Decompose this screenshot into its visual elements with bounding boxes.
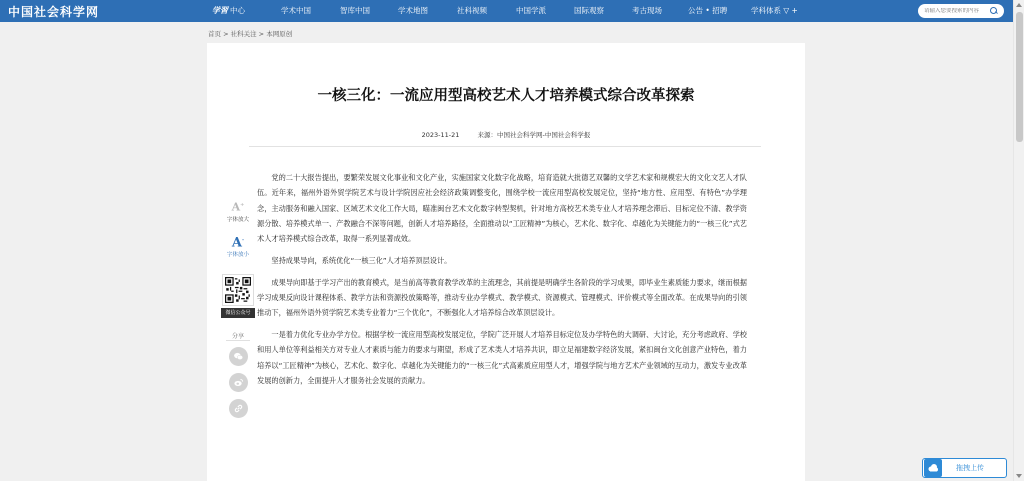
qr-code-label: 微信公众号 <box>221 308 255 318</box>
xuexi-logo-icon: 学習 <box>212 5 228 15</box>
share-link-button[interactable] <box>229 399 248 418</box>
nav-item-international[interactable]: 国际观察 <box>574 6 604 15</box>
share-weibo-button[interactable] <box>229 373 248 392</box>
upload-label: 拖拽上传 <box>956 464 984 472</box>
link-icon <box>233 403 244 414</box>
article-body <box>257 170 747 395</box>
nav-item-academic-china[interactable]: 学术中国 <box>281 6 311 15</box>
font-size-reduce-label: 字体放小 <box>226 252 249 259</box>
scroll-up-arrow-icon[interactable] <box>1016 3 1022 7</box>
font-size-reduce-button[interactable] <box>221 234 255 258</box>
qr-code <box>222 274 254 306</box>
qr-code-icon <box>225 277 251 303</box>
article-meta <box>207 130 805 139</box>
nav-item-label: 中心 <box>230 6 245 15</box>
nav-item-disciplines[interactable]: 学科体系 ▽ + <box>751 6 798 15</box>
nav-item-archaeology[interactable]: 考古现场 <box>632 6 662 15</box>
breadcrumb-separator: > <box>256 30 267 38</box>
share-divider <box>226 340 250 341</box>
article-title: 一核三化：一流应用型高校艺术人才培养模式综合改革探索 <box>317 88 695 104</box>
weibo-icon <box>233 377 244 388</box>
article-card <box>207 43 805 481</box>
page-scrollbar[interactable] <box>1013 0 1024 481</box>
article-paragraph: 党的二十大报告提出，要繁荣发展文化事业和文化产业，实施国家文化数字化战略，培育造就大批德艺双馨的文学艺术家和规模宏大的文化文艺人才队伍。近年来，福州外语外贸学院艺术与设计学院因应社会经济政策调整变化，围绕学校一流应用型高校发展定位，坚持“地方性、应用型、有特色”办学理念，主动服务和融入国家、区域艺术文化工作大局，瞄准闽台艺术文化数字转型契机，针对地方高校艺术类专业人才培养理念滞后、目标定位不清、教学资源分散、培养模式单一、产教融合不深等问题，创新人才培养路径，全面推动以“工匠精神”为核心，艺术化、数字化、卓越化为关键能力的“一核三化”式艺术人才培养模式综合改革，取得一系列显著成效。 <box>257 173 747 244</box>
search-icon[interactable] <box>990 7 998 15</box>
nav-item-think-tank[interactable]: 智库中国 <box>340 6 370 15</box>
nav-item-academic-map[interactable]: 学术地图 <box>398 6 428 15</box>
nav-item-xuexi-center[interactable] <box>212 5 245 16</box>
nav-item-announcements[interactable]: 公告 • 招聘 <box>688 6 728 15</box>
font-size-enlarge-button[interactable] <box>221 199 255 223</box>
breadcrumb-home[interactable]: 首页 <box>208 30 221 38</box>
site-logo[interactable]: 中国社会科学网 <box>8 5 100 19</box>
breadcrumb-section[interactable]: 社科关注 <box>230 30 257 38</box>
scroll-down-arrow-icon[interactable] <box>1016 474 1022 478</box>
drag-upload-button[interactable] <box>922 458 1007 478</box>
top-nav-bar <box>0 0 1024 22</box>
share-label: 分享 <box>231 333 244 340</box>
article-paragraph: 一是着力优化专业办学方位。根据学校一流应用型高校发展定位，学院广泛开展人才培养目标定位及办学特色的大调研、大讨论，充分考虑政府、学校和用人单位等利益相关方对专业人才素质与能力的要求与期望，形成了艺术类人才培养共识，即立足福建数字经济发展，紧扣闽台文化创意产业特色，着力培养以“工匠精神”为核心，艺术化、数字化、卓越化为关键能力的“一核三化”式高素质应用型人才，增强学院与地方艺术产业领域的互动力，激发专业改革发展的创新力，全面提升人才服务社会发展的贡献力。 <box>257 330 747 386</box>
scroll-thumb[interactable] <box>1016 12 1023 142</box>
article-paragraph: 坚持成果导向，系统优化“一核三化”人才培养顶层设计。 <box>271 255 452 265</box>
wechat-icon <box>233 351 244 362</box>
cloud-upload-icon <box>924 459 942 477</box>
article-paragraph: 成果导向即基于学习产出的教育模式，是当前高等教育教学改革的主流理念，其前提是明确学生各阶段的学习成果，即毕业生素质能力要求，继而根据学习成果反向设计课程体系、教学方法和资源投放策略等，推动专业办学模式、教学模式、资源模式、管理模式、评价模式等全面改革。在成果导向的引领推动下，福州外语外贸学院艺术类专业着力“三个优化”，不断强化人才培养综合改革顶层设计。 <box>257 277 747 318</box>
article-source: 来源：中国社会科学网-中国社会科学报 <box>477 131 591 139</box>
font-size-small-icon: A+ <box>231 200 245 214</box>
search-box <box>918 4 1004 18</box>
breadcrumb <box>208 29 292 38</box>
search-input[interactable] <box>924 8 990 14</box>
font-size-enlarge-label: 字体放大 <box>226 216 249 223</box>
breadcrumb-current[interactable]: 本网原创 <box>266 30 293 38</box>
nav-item-videos[interactable]: 社科视频 <box>457 6 487 15</box>
nav-item-chinese-school[interactable]: 中国学派 <box>516 6 546 15</box>
font-size-large-icon: A- <box>231 235 245 251</box>
title-divider <box>249 146 761 147</box>
article-date: 2023-11-21 <box>421 131 460 139</box>
breadcrumb-separator: > <box>221 30 231 38</box>
share-wechat-button[interactable] <box>229 347 248 366</box>
